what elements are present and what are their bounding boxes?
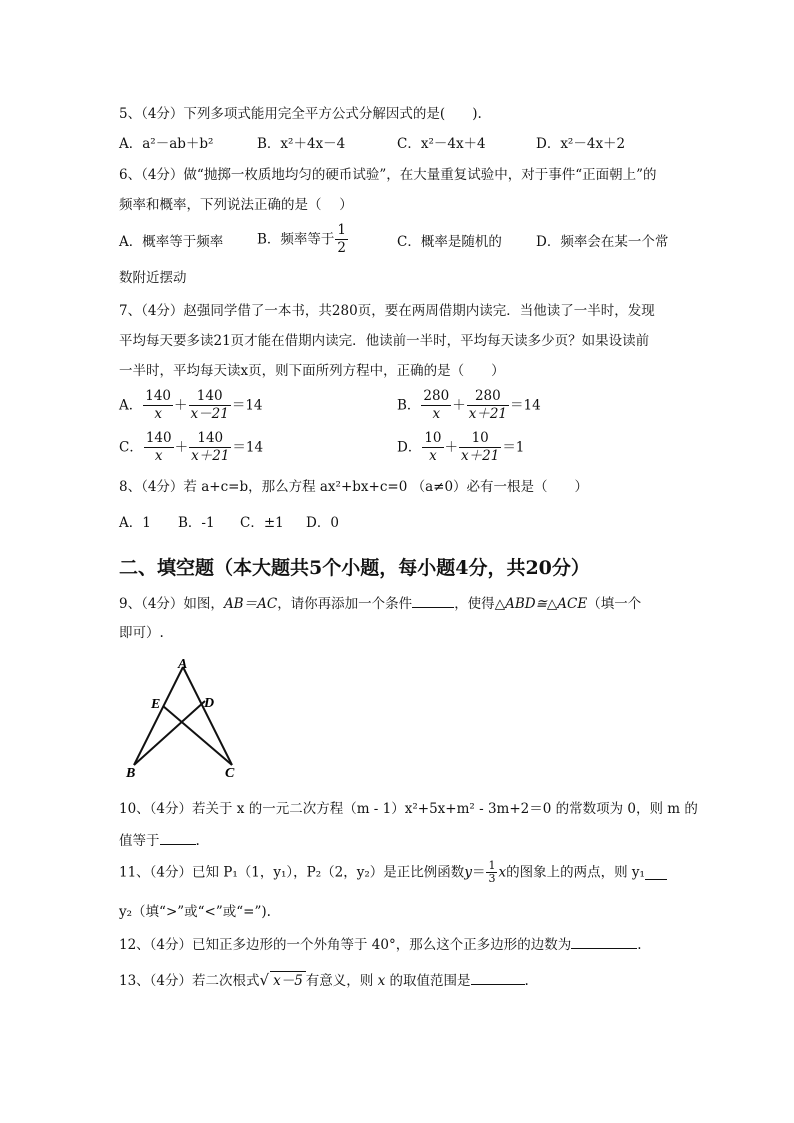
q7-d-den1: x	[429, 448, 437, 464]
q7-stem-line1: 7、（4分）赵强同学借了一本书，共280页，要在两周借期内读完．当他读了一半时，发现	[119, 303, 655, 319]
label-e: E	[151, 697, 161, 712]
label-a: A	[178, 657, 188, 672]
q9-stem-so: ，使得	[454, 596, 495, 612]
q7-option-b-label: B．	[397, 397, 421, 414]
q6-option-d: D．频率会在某一个常	[536, 234, 669, 250]
q13-stem-prefix: 13、（4分）若二次根式	[119, 973, 260, 989]
q7-b-num2: 280	[467, 388, 509, 406]
q12-stem-prefix: 12、（4分）已知正多边形的一个外角等于 40°，那么这个正多边形的边数为	[119, 937, 572, 953]
q6-stem-line2: 频率和概率，下列说法正确的是（ ）	[119, 197, 353, 213]
q7-d-num1: 10	[424, 430, 442, 446]
q7-b-num1: 280	[423, 388, 450, 404]
q7-c-den1: x	[154, 448, 163, 464]
label-d: D	[204, 696, 215, 711]
q8-stem: 8、（4分）若 a+c=b，那么方程 ax²+bx+c=0 （a≠0）必有一根是（ ）	[119, 479, 589, 495]
q11-fraction-numerator: 1	[488, 859, 496, 872]
q13-stem-mid: 有意义，则	[305, 973, 374, 989]
q7-c-den2: x＋21	[191, 448, 230, 464]
q7-a-den2: x－21	[190, 406, 229, 422]
q7-b-rhs: ＝14	[510, 397, 541, 414]
q9-triangle-figure	[122, 655, 242, 780]
q13-radicand: x－5	[270, 971, 306, 990]
q7-b-den2: x＋21	[468, 406, 507, 422]
q7-a-den1: x	[154, 406, 162, 422]
q6-fraction	[335, 222, 348, 257]
q7-option-d: D． $\frac{10}{x}$ ＋ $\frac{10}{x+21}$ ＝1	[397, 430, 525, 464]
q12-stem	[119, 934, 642, 954]
segment-ac	[183, 667, 232, 765]
q5-option-c: C．x²－4x＋4	[397, 136, 486, 152]
q6-stem-line1: 6、（4分）做“抛掷一枚质地均匀的硬币试验”，在大量重复试验中，对于事件“正面朝上”的	[119, 167, 657, 183]
q7-c-num1: 140	[145, 430, 172, 446]
q7-option-d-label: D．	[397, 439, 422, 456]
q9-stem-mid: ，请你再添加一个条件	[277, 596, 413, 612]
q8-option-b: B．-1	[178, 515, 215, 531]
label-c: C	[225, 766, 235, 780]
q10-stem-suffix: .	[195, 833, 200, 849]
q7-d-rhs: ＝1	[502, 439, 525, 456]
q9-congruence: △ABD≅△ACE	[494, 596, 588, 612]
q6-option-a: A．概率等于频率	[119, 234, 224, 250]
q7-a-num2: 140	[189, 388, 231, 406]
q13-stem: 13、（4分）若二次根式√ x－5 有意义，则 x 的取值范围是 .	[119, 971, 529, 989]
q11-stem-line1: 11、（4分）已知 P₁（1，y₁），P₂（2，y₂）是正比例函数y＝ $\frac{1}{3}$ x的图象上的两点，则 y₁	[119, 860, 667, 888]
q13-stem-suffix: .	[524, 973, 529, 989]
label-b: B	[126, 766, 136, 780]
q7-c-num2: 140	[189, 430, 231, 448]
q7-option-a-label: A．	[119, 397, 143, 414]
q7-d-num2: 10	[459, 430, 501, 448]
q7-a-num1: 140	[145, 388, 172, 404]
q11-fraction-denominator: 3	[488, 872, 496, 885]
q10-stem-line2	[119, 830, 200, 850]
q7-a-rhs: ＝14	[231, 397, 263, 414]
q11-answer-blank[interactable]	[645, 865, 667, 880]
q7-option-b: B． $\frac{280}{x}$ ＋ $\frac{280}{x+21}$ ＝14	[397, 388, 541, 422]
q5-option-d: D．x²－4x＋2	[536, 136, 626, 152]
q7-option-a: A． $\frac{140}{x}$ ＋ $\frac{140}{x-21}$ ＝14	[119, 388, 263, 422]
q6-option-d-continued: 数附近摆动	[119, 270, 187, 286]
q5-option-b: B．x²＋4x－4	[257, 136, 346, 152]
q12-stem-suffix: .	[637, 937, 642, 953]
q9-given: AB＝AC	[223, 596, 278, 612]
q11-stem-suffix: 的图象上的两点，则 y₁	[506, 864, 645, 881]
q9-stem-suffix: （填一个	[587, 596, 642, 612]
q11-stem-line2: y₂（填“>”或“<”或“=”).	[119, 904, 271, 920]
q9-triangle-diagram	[122, 655, 242, 780]
q10-answer-blank[interactable]	[160, 830, 196, 845]
q9-stem-prefix: 9、（4分）如图，	[119, 596, 224, 612]
q7-c-rhs: ＝14	[232, 439, 264, 456]
q9-stem-line1	[119, 593, 641, 613]
q6-fraction-denominator: 2	[337, 240, 347, 256]
segment-ce	[163, 706, 232, 765]
q10-stem-prefix: 值等于	[119, 833, 160, 849]
q6-fraction-numerator: 1	[337, 222, 347, 238]
q7-stem-line2: 平均每天要多读21页才能在借期内读完．他读前一半时，平均每天读多少页？如果设读前	[119, 333, 650, 349]
q5-option-a: A．a²－ab＋b²	[119, 136, 214, 152]
q6-option-c: C．概率是随机的	[397, 234, 502, 250]
q6-option-b-prefix: B．频率等于	[257, 231, 335, 248]
q8-option-a: A．1	[119, 515, 151, 531]
q12-answer-blank[interactable]	[571, 934, 637, 949]
q13-answer-blank[interactable]	[471, 970, 525, 985]
q8-option-d: D．0	[306, 515, 339, 531]
q11-fraction	[486, 860, 497, 885]
q9-answer-blank[interactable]	[412, 593, 454, 608]
q7-stem-line3: 一半时，平均每天读x页，则下面所列方程中，正确的是（ ）	[119, 363, 505, 379]
q9-stem-line2: 即可）.	[119, 625, 164, 641]
q7-option-c-label: C．	[119, 439, 143, 456]
q11-stem-prefix: 11、（4分）已知 P₁（1，y₁），P₂（2，y₂）是正比例函数	[119, 864, 465, 881]
q7-d-den2: x＋21	[461, 448, 500, 464]
q7-b-den1: x	[432, 406, 441, 422]
q8-option-c: C．±1	[240, 515, 284, 531]
q5-stem: 5、（4分）下列多项式能用完全平方公式分解因式的是( ).	[119, 106, 482, 122]
q13-stem-range: 的取值范围是	[389, 973, 471, 989]
q6-option-b	[257, 222, 349, 257]
section-heading-fill-in: 二、填空题（本大题共5个小题，每小题4分，共20分）	[119, 557, 590, 579]
q7-option-c: C． $\frac{140}{x}$ ＋ $\frac{140}{x+21}$ ＝14	[119, 430, 264, 464]
q10-stem-line1: 10、（4分）若关于 x 的一元二次方程（m - 1）x²+5x+m² - 3m+2＝0 的常数项为 0，则 m 的	[119, 801, 698, 817]
